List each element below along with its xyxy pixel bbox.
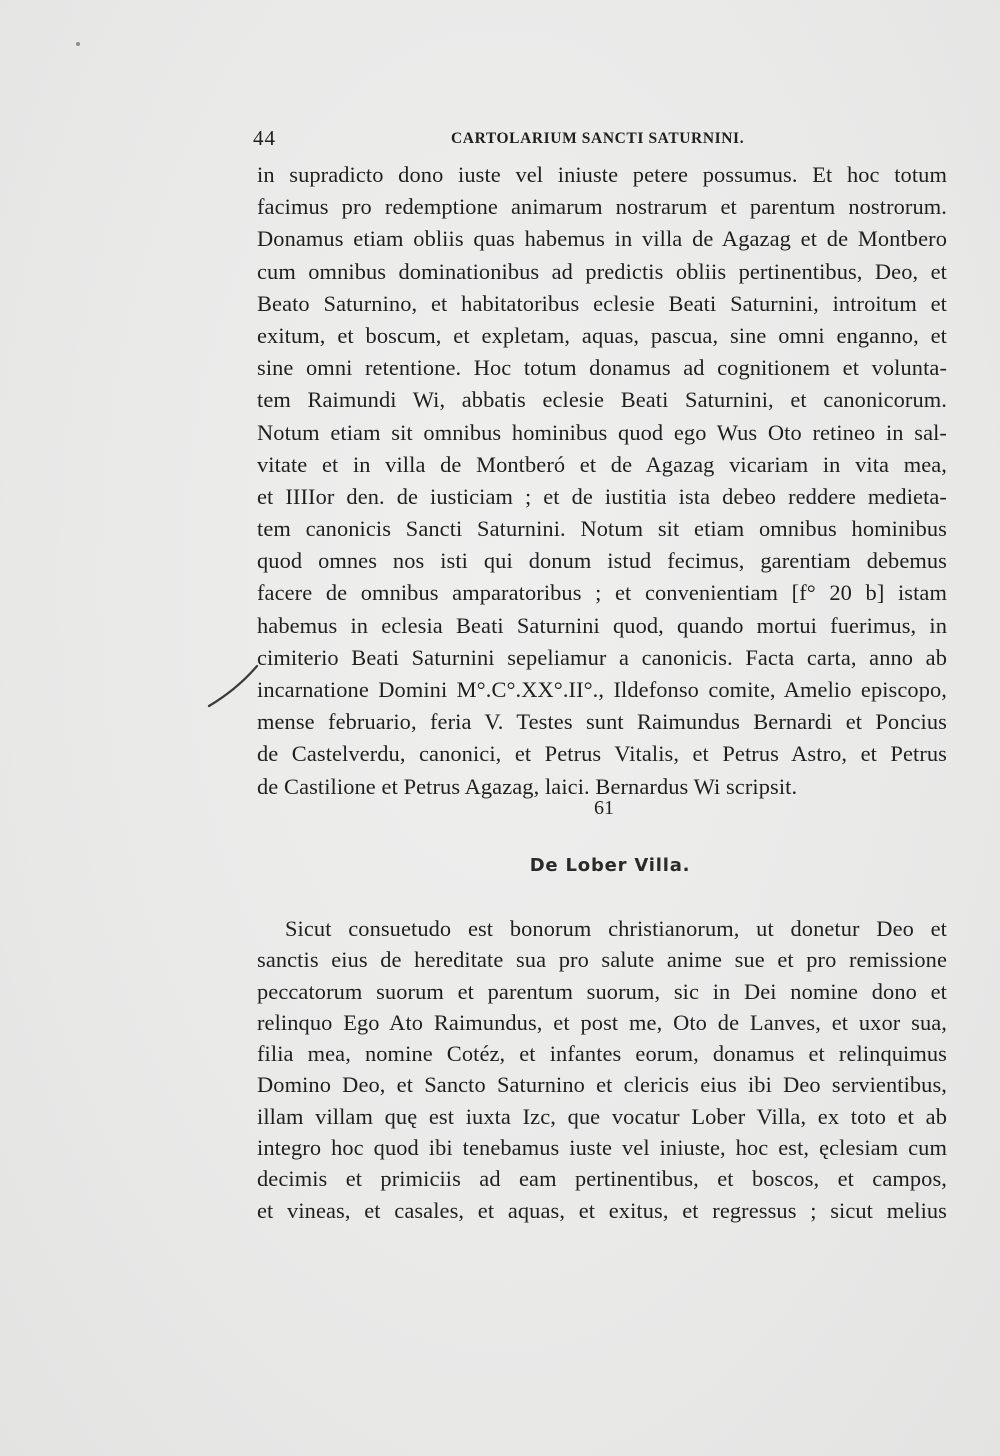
text-line: facere de omnibus amparatoribus ; et convenientiam [f° 20 b] istam	[257, 580, 947, 606]
text-line: integro hoc quod ibi tenebamus iuste vel iniuste, hoc est, ęclesiam cum	[257, 1135, 947, 1161]
text-line: Donamus etiam obliis quas habemus in villa de Agazag et de Montbero	[257, 226, 947, 252]
text-line: et IIIIor den. de iusticiam ; et de iustitia ista debeo reddere medieta-	[257, 483, 947, 509]
text-line: et vineas, et casales, et aquas, et exitus, et regressus ; sicut melius	[257, 1197, 947, 1223]
text-line: sanctis eius de hereditate sua pro salute anime sue et pro remissione	[257, 947, 947, 973]
text-line: mense februario, feria V. Testes sunt Raimundus Bernardi et Poncius	[257, 709, 947, 735]
text-line: Sicut consuetudo est bonorum christianorum, ut donetur Deo et	[285, 916, 947, 941]
charter-61-body	[257, 913, 947, 1226]
text-line: de Castelverdu, canonici, et Petrus Vitalis, et Petrus Astro, et Petrus	[257, 741, 947, 767]
text-line: cimiterio Beati Saturnini sepeliamur a canonicis. Facta carta, anno ab	[257, 644, 947, 670]
running-title: CARTOLARIUM SANCTI SATURNINI.	[451, 130, 745, 147]
text-line: relinquo Ego Ato Raimundus, et post me, Oto de Lanves, et uxor sua,	[257, 1009, 947, 1035]
ink-speck	[76, 42, 80, 46]
text-line: tem canonicis Sancti Saturnini. Notum sit etiam omnibus hominibus	[257, 516, 947, 542]
text-line: cum omnibus dominationibus ad predictis obliis pertinentibus, Deo, et	[257, 258, 947, 284]
text-line: sine omni retentione. Hoc totum donamus ad cognitionem et volunta-	[257, 355, 947, 381]
text-line: illam villam quę est iuxta Izc, que vocatur Lober Villa, ex toto et ab	[257, 1103, 947, 1129]
text-line: Domino Deo, et Sancto Saturnino et clericis eius ibi Deo servientibus,	[257, 1072, 947, 1098]
text-line: peccatorum suorum et parentum suorum, sic in Dei nomine dono et	[257, 978, 947, 1004]
text-line: de Castilione et Petrus Agazag, laici. Bernardus Wi scripsit.	[257, 773, 798, 799]
slash-pencil-mark-icon	[205, 664, 265, 708]
running-head	[253, 126, 953, 156]
text-line: Notum etiam sit omnibus hominibus quod ego Wus Oto retineo in sal-	[257, 419, 947, 445]
text-line: Beato Saturnino, et habitatoribus eclesie Beati Saturnini, introitum et	[257, 290, 947, 316]
text-line: quod omnes nos isti qui donum istud fecimus, garentiam debemus	[257, 548, 947, 574]
text-line: facimus pro redemptione animarum nostrarum et parentum nostrorum.	[257, 194, 947, 220]
charter-60-conclusion	[257, 159, 947, 803]
text-line: filia mea, nomine Cotéz, et infantes eorum, donamus et relinquimus	[257, 1041, 947, 1067]
text-line: tem Raimundi Wi, abbatis eclesie Beati Saturnini, et canonicorum.	[257, 387, 947, 413]
charter-number: 61	[594, 797, 614, 819]
text-line: incarnatione Domini M°.C°.XX°.II°., Ildefonso comite, Amelio episcopo,	[257, 677, 947, 702]
text-line: decimis et primiciis ad eam pertinentibus, et boscos, et campos,	[257, 1166, 947, 1192]
text-line: in supradicto dono iuste vel iniuste petere possumus. Et hoc totum	[257, 162, 947, 187]
text-line: vitate et in villa de Montberó et de Agazag vicariam in vita mea,	[257, 451, 947, 477]
page-number: 44	[253, 126, 276, 150]
text-line: exitum, et boscum, et expletam, aquas, pascua, sine omni enganno, et	[257, 322, 947, 348]
text-line: habemus in eclesia Beati Saturnini quod, quando mortui fuerimus, in	[257, 612, 947, 638]
charter-title: De Lober Villa.	[529, 855, 691, 876]
